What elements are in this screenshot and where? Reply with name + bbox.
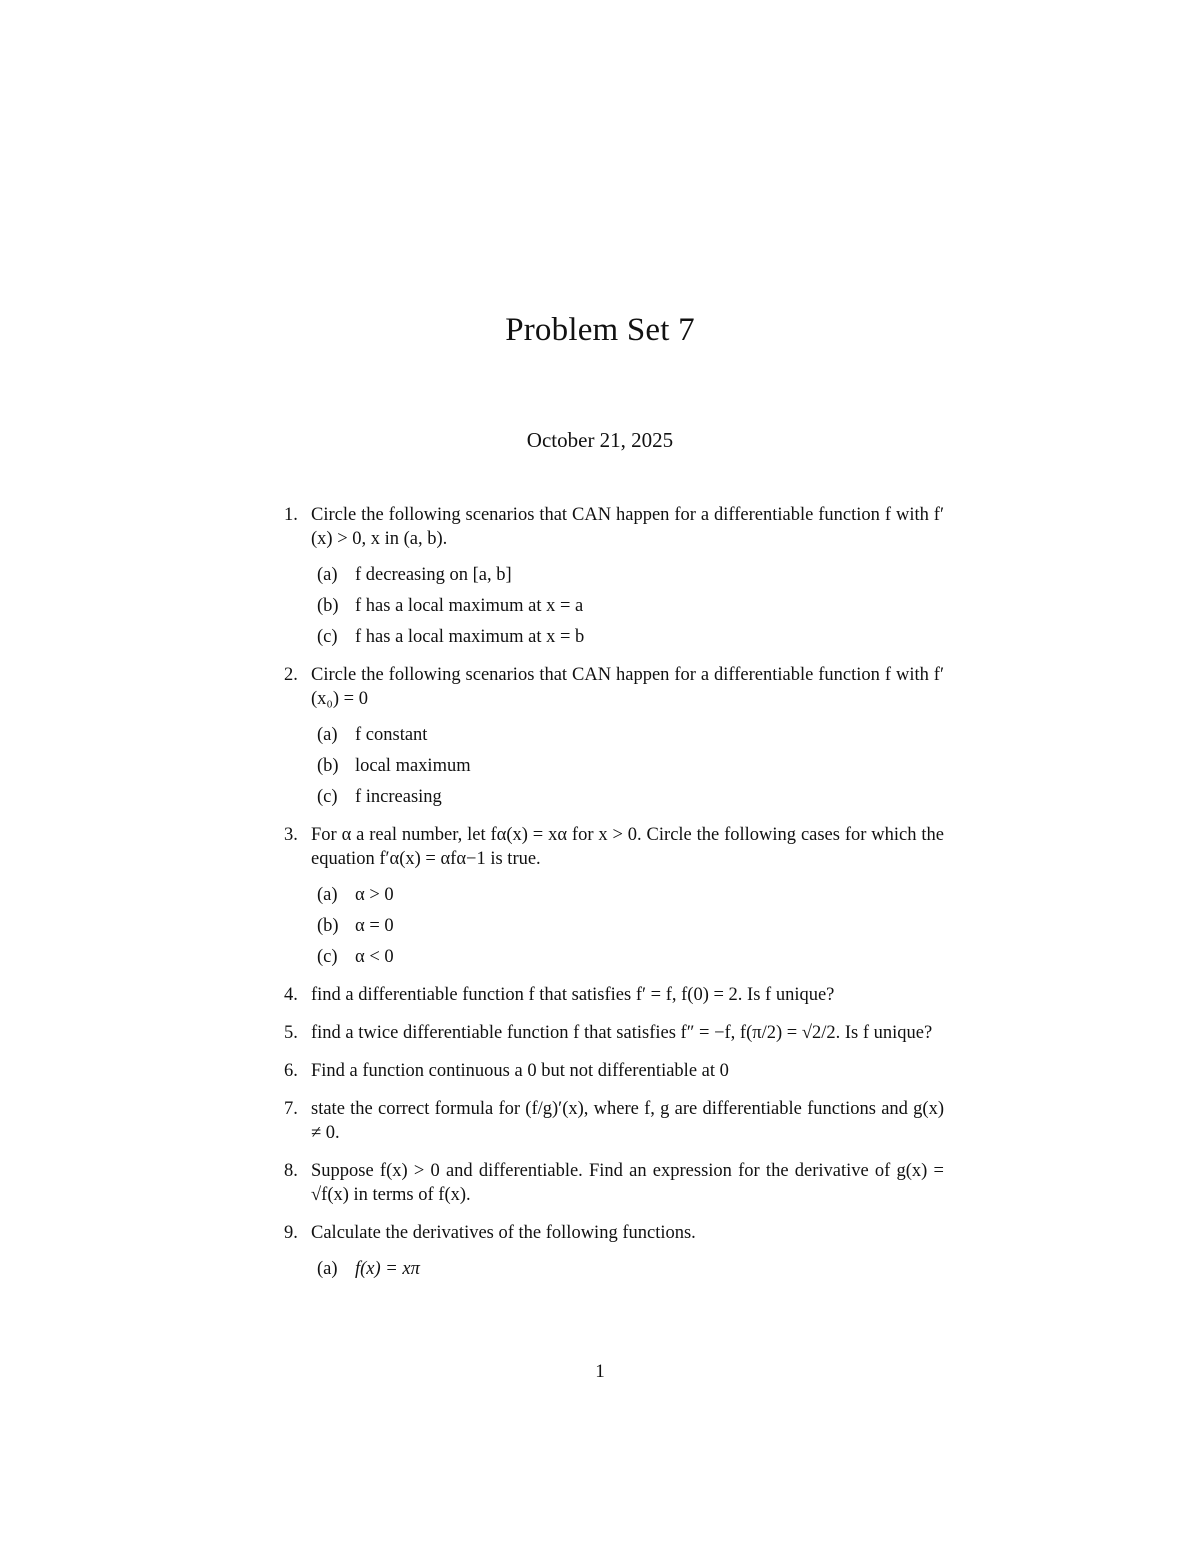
problem-number: 5. [284,1023,298,1043]
problem-text: Find a function continuous a 0 but not differentiable at 0 [311,1061,729,1081]
problem-parts [317,883,944,969]
problem-number: 7. [284,1099,298,1119]
problem-number: 8. [284,1161,298,1181]
page-number: 1 [595,1361,605,1382]
document-title: Problem Set 7 [505,312,695,348]
problem-text: find a twice differentiable function f that satisfies f″ = −f, f(π/2) = √2/2. Is f unique? [311,1023,933,1043]
part-text: α = 0 [355,916,394,936]
part-label: (a) [317,1259,338,1279]
part-label: (b) [317,596,339,616]
problem-part [317,883,944,907]
problem-text: For α a real number, let fα(x) = xα for x > 0. Circle the following cases for which the equation f′α(x) = αfα−1 is true. [311,825,944,869]
problem-part [317,723,944,747]
problem-number: 6. [284,1061,298,1081]
part-label: (a) [317,565,338,585]
problem-text: Circle the following scenarios that CAN happen for a differentiable function f with f′(x) > 0, x in (a, b). [311,505,944,549]
part-label: (b) [317,756,339,776]
part-label: (c) [317,787,338,807]
problem-text: state the correct formula for (f/g)′(x), where f, g are differentiable functions and g(x) ≠ 0. [311,1099,944,1143]
problem-4 [284,983,944,1007]
part-label: (a) [317,885,338,905]
part-text: f decreasing on [a, b] [355,565,512,585]
part-text: f has a local maximum at x = a [355,596,584,616]
problem-number: 9. [284,1223,298,1243]
problem-part [317,1257,944,1281]
problem-5 [284,1021,944,1045]
problem-text: Circle the following scenarios that CAN happen for a differentiable function f with f′(x₀) = 0 [311,665,944,709]
problem-list [284,503,944,1295]
problem-part [317,594,944,618]
problem-2 [284,663,944,809]
problem-part [317,945,944,969]
problem-6 [284,1059,944,1083]
problem-1 [284,503,944,649]
problem-9 [284,1221,944,1281]
part-text: α > 0 [355,885,394,905]
problem-part [317,625,944,649]
problem-7 [284,1097,944,1145]
problem-parts [317,563,944,649]
problem-number: 1. [284,505,298,525]
problem-text: Calculate the derivatives of the following functions. [311,1223,696,1243]
problem-part [317,754,944,778]
problem-part [317,914,944,938]
problem-parts [317,1257,944,1281]
part-text: f(x) = xπ [355,1259,420,1279]
part-label: (c) [317,627,338,647]
problem-8 [284,1159,944,1207]
problem-number: 2. [284,665,298,685]
part-label: (a) [317,725,338,745]
part-text: f has a local maximum at x = b [355,627,585,647]
part-label: (c) [317,947,338,967]
problem-part [317,785,944,809]
document-date: October 21, 2025 [526,428,674,452]
problem-text: Suppose f(x) > 0 and differentiable. Find an expression for the derivative of g(x) = √f(x) in terms of f(x). [311,1161,944,1205]
problem-parts [317,723,944,809]
part-text: local maximum [355,756,471,776]
problem-text: find a differentiable function f that satisfies f′ = f, f(0) = 2. Is f unique? [311,985,835,1005]
problem-3 [284,823,944,969]
part-label: (b) [317,916,339,936]
part-text: α < 0 [355,947,394,967]
problem-number: 4. [284,985,298,1005]
part-text: f increasing [355,787,442,807]
problem-number: 3. [284,825,298,845]
problem-part [317,563,944,587]
part-text: f constant [355,725,428,745]
